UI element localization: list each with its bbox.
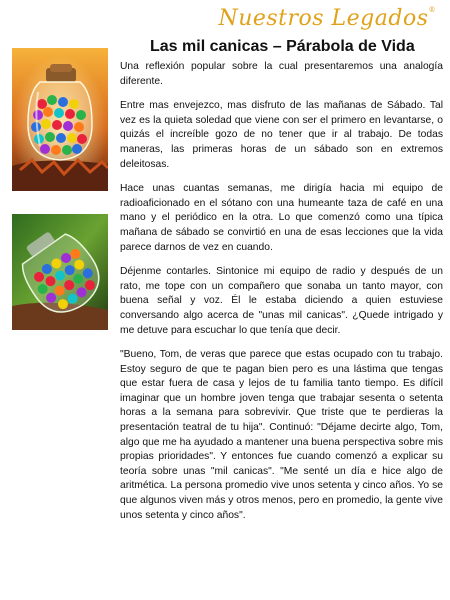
article-body: [120, 60, 443, 533]
jar-of-marbles-photo-2: [12, 214, 108, 330]
page-title: Las mil canicas – Párabola de Vida: [150, 38, 415, 55]
paragraph-2: Entre mas envejezco, mas disfruto de las mañanas de Sábado. Tal vez es la quieta soledad que viene con ser el primero en levantarse, o quizás el increíble gozo de no tener que ir al trabajo. De todas maneras, las primeras horas de un sábado son en extremos deleitosas.: [120, 100, 443, 170]
jar-of-marbles-photo-1: [12, 48, 108, 191]
paragraph-3: Hace unas cuantas semanas, me dirigía hacia mi equipo de radioaficionado en el sótano con una humeante taza de café en una mano y el periódico en la otra. Lo que comenzó como una típica mañana de sábado se convirtió en una de esas lecciones que la vida parece darnos de vez en cuando.: [120, 183, 443, 253]
paragraph-5: "Bueno, Tom, de veras que parece que estas ocupado con tu trabajo. Estoy seguro de que te pagan bien pero es una lástima que tengas que estar fuera de casa y lejos de tu familia tanto tiempo. Es difícil imaginar que un hombre joven tenga que trabajar sesenta o setenta horas a la semana para sobrevivir. Que triste que te perdieras la presentación teatral de tu hija". Continuó: "Déjame decirte algo, Tom, algo que me ha ayudado a mantener una buena perspectiva sobre mis propias prioridades". Y entonces fue cuando comenzó a explicar su teoría sobre unas "mil canicas". "Me senté un día e hice algo de aritmética. La persona promedio vive unos setenta y cinco años. Yo se que algunos viven más y otros menos, pero en promedio, la gente vive unos setenta y cinco años".: [120, 349, 443, 521]
paragraph-1: Una reflexión popular sobre la cual presentaremos una analogía diferente.: [120, 61, 443, 87]
brand-name: Nuestros Legados: [218, 6, 429, 31]
registered-mark: ®: [428, 6, 436, 14]
brand-logo: [218, 6, 436, 31]
paragraph-4: Déjenme contarles. Sintonice mi equipo de radio y después de un rato, me tope con un compañero que sonaba un tanto mayor, con buena señal y voz. Él le estaba diciendo a quien estuviese conversando algo acerca de "unas mil canicas". ¿Quede intrigado y me detuve para escuchar lo que tenía que decir.: [120, 266, 443, 336]
